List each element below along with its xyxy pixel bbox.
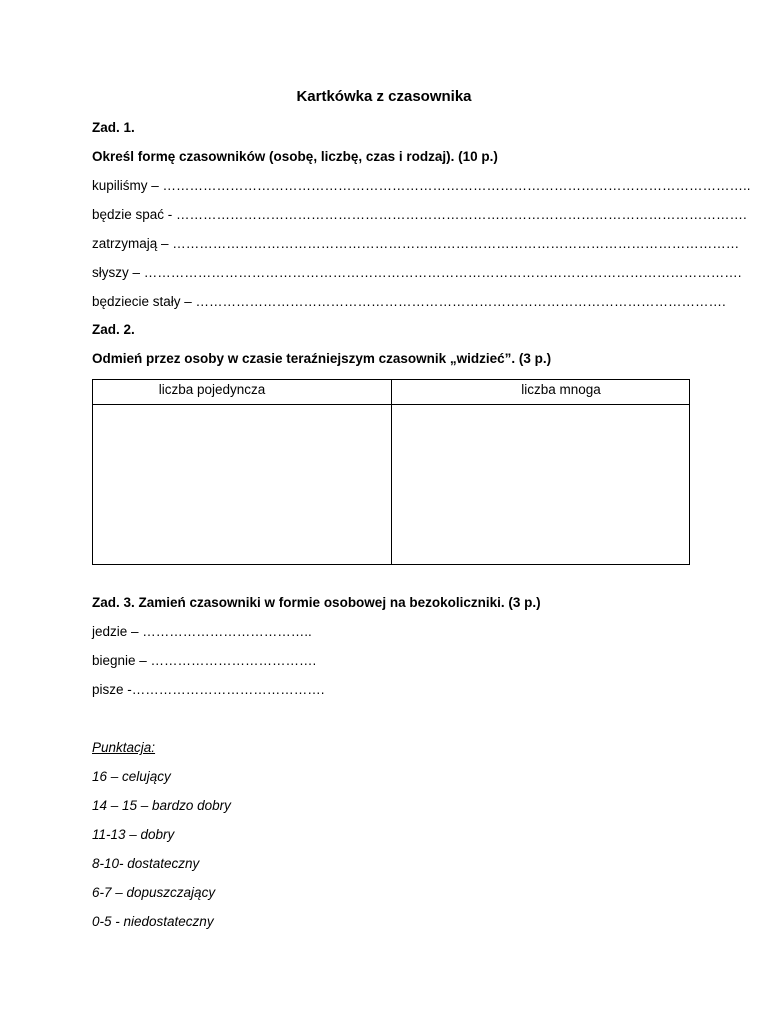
- task1-line: będzie spać - ……………………………………………………………………………………………………………….: [92, 207, 747, 222]
- table-header-singular: liczba pojedyncza: [158, 382, 266, 397]
- scoring-line: 14 – 15 – bardzo dobry: [92, 798, 231, 813]
- page-title: Kartkówka z czasownika: [296, 88, 472, 105]
- task1-line: będziecie stały – ……………………………………………………………………………………………………….: [92, 294, 726, 309]
- task2-heading: Zad. 2.: [92, 322, 135, 337]
- scoring-line: 6-7 – dopuszczający: [92, 885, 216, 900]
- task1-line: zatrzymają – ………………………………………………………………………………………………………………: [92, 236, 740, 251]
- task3-instruction: Zad. 3. Zamień czasowniki w formie osobowej na bezokoliczniki. (3 p.): [92, 595, 541, 610]
- scoring-line: 0-5 - niedostateczny: [92, 914, 214, 929]
- task1-line: kupiliśmy – …………………………………………………………………………………………………………………..: [92, 178, 751, 193]
- task1-instruction: Określ formę czasowników (osobę, liczbę, czas i rodzaj). (10 p.): [92, 149, 498, 164]
- task3-line: jedzie – ………………………………..: [92, 624, 312, 639]
- scoring-heading: Punktacja:: [92, 740, 156, 755]
- scoring-line: 16 – celujący: [92, 769, 171, 784]
- table-column-divider: [391, 380, 392, 564]
- task1-heading: Zad. 1.: [92, 120, 135, 135]
- conjugation-table: [92, 379, 690, 565]
- task3-line: biegnie – ……………………………….: [92, 653, 317, 668]
- task1-line: słyszy – …………………………………………………………………………………………………………………….: [92, 265, 742, 280]
- table-header-plural: liczba mnoga: [521, 382, 601, 397]
- task3-line: pisze -…………………………………….: [92, 682, 325, 697]
- scoring-line: 11-13 – dobry: [92, 827, 175, 842]
- task2-instruction: Odmień przez osoby w czasie teraźniejszym czasownik „widzieć”. (3 p.): [92, 351, 552, 366]
- scoring-line: 8-10- dostateczny: [92, 856, 200, 871]
